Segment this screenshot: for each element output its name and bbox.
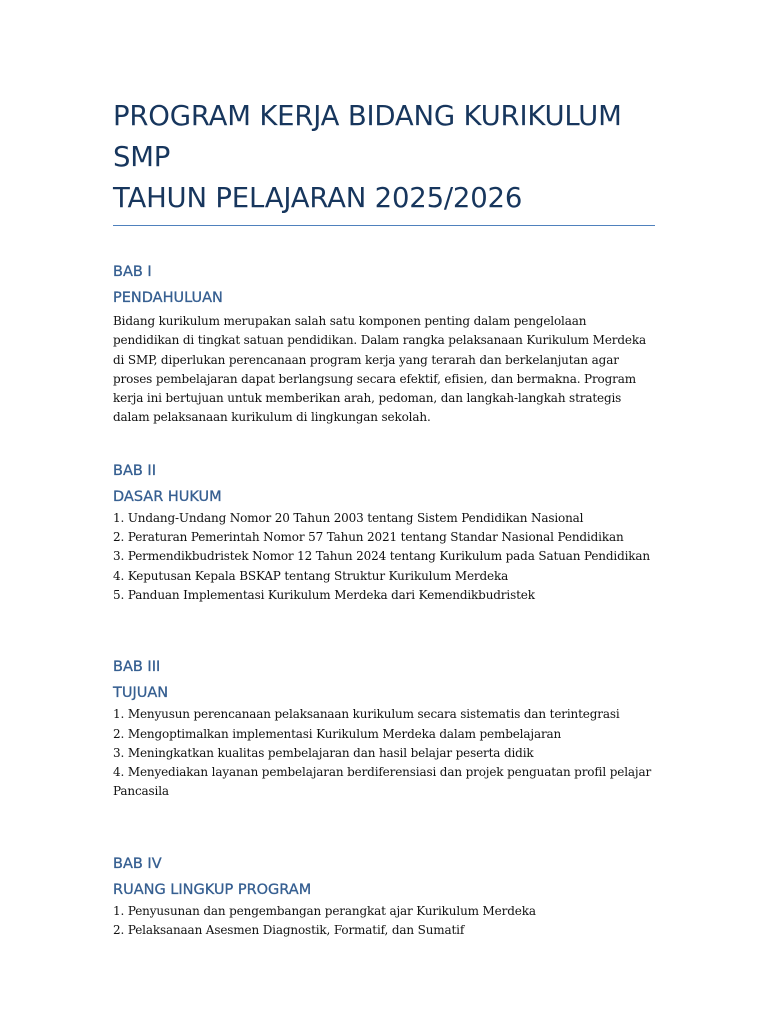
list-item: 3. Meningkatkan kualitas pembelajaran dan hasil belajar peserta didik (113, 745, 534, 760)
document-title (113, 96, 655, 226)
chapter-1-paragraph: Bidang kurikulum merupakan salah satu komponen penting dalam pengelolaan pendidikan di tingkat satuan pendidikan. Dalam rangka pelaksanaan Kurikulum Merdeka di SMP, diperlukan perencanaan program kerja yang terarah dan berkelanjutan agar proses pembelajaran dapat berlangsung secara efektif, efisien, dan bermakna. Program kerja ini bertujuan untuk memberikan arah, pedoman, dan langkah-langkah strategis dalam pelaksanaan kurikulum di lingkungan sekolah. (113, 314, 646, 425)
chapter-3-title: TUJUAN (113, 685, 169, 702)
title-line-3: TAHUN PELAJARAN 2025/2026 (113, 182, 523, 214)
chapter-2-section (113, 461, 655, 605)
list-item: 3. Permendikbudristek Nomor 12 Tahun 2024 tentang Kurikulum pada Satuan Pendidikan (113, 549, 650, 564)
chapter-4-list (113, 902, 655, 941)
list-item: 1. Penyusunan dan pengembangan perangkat ajar Kurikulum Merdeka (113, 903, 536, 918)
list-item: 2. Peraturan Pemerintah Nomor 57 Tahun 2021 tentang Standar Nasional Pendidikan (113, 530, 624, 545)
list-item: 1. Menyusun perencanaan pelaksanaan kurikulum secara sistematis dan terintegrasi (113, 707, 620, 722)
chapter-3-number: BAB III (113, 659, 161, 676)
chapter-1-number: BAB I (113, 264, 152, 280)
list-item: 2. Mengoptimalkan implementasi Kurikulum Merdeka dalam pembelajaran (113, 726, 562, 741)
chapter-4-section (113, 854, 655, 941)
list-item: 5. Panduan Implementasi Kurikulum Merdeka dari Kemendikbudristek (113, 587, 535, 602)
chapter-3-section (113, 657, 655, 801)
chapter-2-list (113, 509, 655, 605)
list-item: 4. Menyediakan layanan pembelajaran berdiferensiasi dan projek penguatan profil pelajar Pancasila (113, 765, 652, 799)
chapter-2-number: BAB II (113, 462, 156, 479)
chapter-3-list (113, 705, 655, 801)
chapter-2-title: DASAR HUKUM (113, 488, 222, 505)
document-page (113, 96, 655, 940)
chapter-1-title: PENDAHULUAN (113, 290, 223, 306)
chapter-4-number: BAB IV (113, 855, 162, 872)
list-item: 2. Pelaksanaan Asesmen Diagnostik, Formatif, dan Sumatif (113, 923, 465, 938)
title-line-1: PROGRAM KERJA BIDANG KURIKULUM (113, 100, 622, 132)
chapter-4-title: RUANG LINGKUP PROGRAM (113, 881, 312, 898)
title-line-2: SMP (113, 141, 171, 173)
chapter-1-section (113, 262, 655, 428)
list-item: 1. Undang-Undang Nomor 20 Tahun 2003 tentang Sistem Pendidikan Nasional (113, 510, 584, 525)
list-item: 4. Keputusan Kepala BSKAP tentang Struktur Kurikulum Merdeka (113, 568, 509, 583)
